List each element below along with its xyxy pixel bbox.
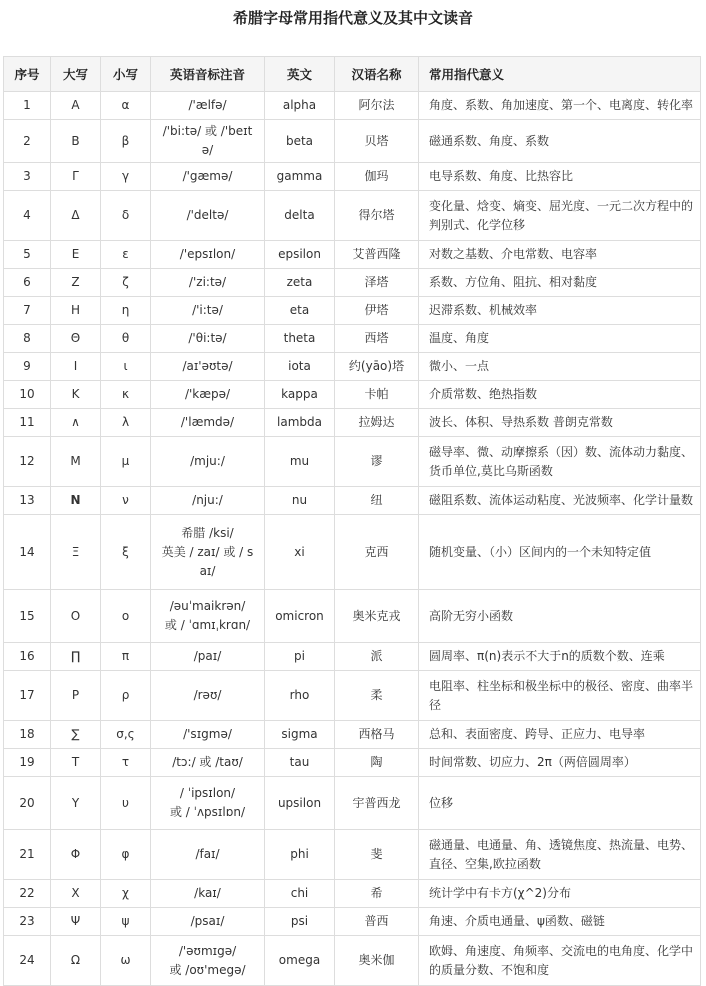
cell-meaning: 磁通量、电通量、角、透镜焦度、热流量、电势、直径、空集,欧拉函数 — [419, 830, 701, 880]
cell-chinese: 奥米克戎 — [335, 590, 419, 643]
cell-lower: π — [101, 643, 151, 671]
cell-meaning: 波长、体积、导热系数 普朗克常数 — [419, 409, 701, 437]
cell-upper: Ρ — [51, 671, 101, 721]
cell-meaning: 随机变量、（小）区间内的一个未知特定值 — [419, 515, 701, 590]
cell-upper: Ε — [51, 241, 101, 269]
cell-lower: β — [101, 120, 151, 163]
cell-english: lambda — [265, 409, 335, 437]
cell-meaning: 磁导率、微、动摩擦系（因）数、流体动力黏度、货币单位,莫比乌斯函数 — [419, 437, 701, 487]
cell-no: 7 — [4, 297, 51, 325]
cell-ipa: /'kæpə/ — [151, 381, 265, 409]
cell-meaning: 角速、介质电通量、ψ函数、磁链 — [419, 908, 701, 936]
cell-chinese: 拉姆达 — [335, 409, 419, 437]
table-row — [4, 163, 701, 191]
cell-upper: Η — [51, 297, 101, 325]
cell-english: rho — [265, 671, 335, 721]
cell-no: 2 — [4, 120, 51, 163]
cell-chinese: 伽玛 — [335, 163, 419, 191]
cell-upper: ∧ — [51, 409, 101, 437]
cell-ipa: /faɪ/ — [151, 830, 265, 880]
col-header-no: 序号 — [4, 57, 51, 92]
cell-meaning: 对数之基数、介电常数、电容率 — [419, 241, 701, 269]
cell-meaning: 磁通系数、角度、系数 — [419, 120, 701, 163]
cell-meaning: 温度、角度 — [419, 325, 701, 353]
cell-english: iota — [265, 353, 335, 381]
cell-lower: ρ — [101, 671, 151, 721]
cell-no: 11 — [4, 409, 51, 437]
cell-ipa: /'epsɪlon/ — [151, 241, 265, 269]
cell-lower: α — [101, 92, 151, 120]
cell-english: theta — [265, 325, 335, 353]
cell-ipa: /paɪ/ — [151, 643, 265, 671]
cell-chinese: 普西 — [335, 908, 419, 936]
cell-upper: Φ — [51, 830, 101, 880]
greek-letter-table — [3, 56, 701, 986]
cell-lower: δ — [101, 191, 151, 241]
cell-english: mu — [265, 437, 335, 487]
cell-english: upsilon — [265, 777, 335, 830]
col-header-upper: 大写 — [51, 57, 101, 92]
cell-meaning: 角度、系数、角加速度、第一个、电离度、转化率 — [419, 92, 701, 120]
col-header-ipa: 英语音标注音 — [151, 57, 265, 92]
cell-no: 20 — [4, 777, 51, 830]
cell-upper: Β — [51, 120, 101, 163]
table-row — [4, 936, 701, 986]
cell-upper: ∑ — [51, 721, 101, 749]
cell-upper: Ο — [51, 590, 101, 643]
col-header-lower: 小写 — [101, 57, 151, 92]
cell-no: 8 — [4, 325, 51, 353]
cell-meaning: 总和、表面密度、跨导、正应力、电导率 — [419, 721, 701, 749]
cell-meaning: 圆周率、π(n)表示不大于n的质数个数、连乘 — [419, 643, 701, 671]
cell-upper: Χ — [51, 880, 101, 908]
table-row — [4, 671, 701, 721]
cell-meaning: 迟滞系数、机械效率 — [419, 297, 701, 325]
cell-english: psi — [265, 908, 335, 936]
cell-upper: Ξ — [51, 515, 101, 590]
cell-ipa: /'sɪgmə/ — [151, 721, 265, 749]
cell-ipa: /'ælfə/ — [151, 92, 265, 120]
cell-upper: Α — [51, 92, 101, 120]
cell-lower: υ — [101, 777, 151, 830]
table-row — [4, 92, 701, 120]
cell-upper: Υ — [51, 777, 101, 830]
cell-lower: κ — [101, 381, 151, 409]
cell-no: 18 — [4, 721, 51, 749]
cell-chinese: 奥米伽 — [335, 936, 419, 986]
cell-ipa: /'zi:tə/ — [151, 269, 265, 297]
cell-ipa: /kaɪ/ — [151, 880, 265, 908]
cell-english: omega — [265, 936, 335, 986]
cell-chinese: 希 — [335, 880, 419, 908]
cell-no: 16 — [4, 643, 51, 671]
cell-upper: Γ — [51, 163, 101, 191]
cell-chinese: 卡帕 — [335, 381, 419, 409]
table-row — [4, 643, 701, 671]
cell-english: zeta — [265, 269, 335, 297]
cell-english: gamma — [265, 163, 335, 191]
table-row — [4, 590, 701, 643]
cell-ipa: /'θi:tə/ — [151, 325, 265, 353]
table-row — [4, 908, 701, 936]
cell-ipa: /mju:/ — [151, 437, 265, 487]
cell-no: 19 — [4, 749, 51, 777]
cell-lower: ξ — [101, 515, 151, 590]
table-body — [4, 92, 701, 986]
cell-no: 5 — [4, 241, 51, 269]
cell-english: epsilon — [265, 241, 335, 269]
table-row — [4, 241, 701, 269]
cell-chinese: 谬 — [335, 437, 419, 487]
cell-chinese: 西塔 — [335, 325, 419, 353]
cell-english: nu — [265, 487, 335, 515]
cell-ipa: /'læmdə/ — [151, 409, 265, 437]
cell-english: chi — [265, 880, 335, 908]
cell-meaning: 介质常数、绝热指数 — [419, 381, 701, 409]
cell-meaning: 统计学中有卡方(χ^2)分布 — [419, 880, 701, 908]
cell-lower: ν — [101, 487, 151, 515]
cell-ipa: /tɔ:/ 或 /taʊ/ — [151, 749, 265, 777]
cell-lower: λ — [101, 409, 151, 437]
cell-upper: Τ — [51, 749, 101, 777]
cell-no: 13 — [4, 487, 51, 515]
table-row — [4, 487, 701, 515]
table-row — [4, 353, 701, 381]
cell-no: 24 — [4, 936, 51, 986]
cell-meaning: 微小、一点 — [419, 353, 701, 381]
cell-no: 4 — [4, 191, 51, 241]
cell-english: alpha — [265, 92, 335, 120]
cell-lower: τ — [101, 749, 151, 777]
cell-no: 21 — [4, 830, 51, 880]
cell-lower: ι — [101, 353, 151, 381]
cell-no: 10 — [4, 381, 51, 409]
cell-lower: ψ — [101, 908, 151, 936]
cell-no: 17 — [4, 671, 51, 721]
cell-meaning: 电导系数、角度、比热容比 — [419, 163, 701, 191]
cell-no: 1 — [4, 92, 51, 120]
cell-meaning: 时间常数、切应力、2π（两倍圆周率） — [419, 749, 701, 777]
cell-chinese: 斐 — [335, 830, 419, 880]
cell-meaning: 电阻率、柱坐标和极坐标中的极径、密度、曲率半径 — [419, 671, 701, 721]
cell-lower: ε — [101, 241, 151, 269]
cell-ipa: /'bi:tə/ 或 /'beɪtə/ — [151, 120, 265, 163]
cell-ipa: /əuˈmaikrən/ 或 / ˈɑmɪˌkrɑn/ — [151, 590, 265, 643]
cell-meaning: 变化量、焓变、熵变、屈光度、一元二次方程中的判别式、化学位移 — [419, 191, 701, 241]
cell-upper: Ω — [51, 936, 101, 986]
cell-chinese: 伊塔 — [335, 297, 419, 325]
cell-ipa: /aɪ'əʊtə/ — [151, 353, 265, 381]
cell-english: omicron — [265, 590, 335, 643]
cell-chinese: 派 — [335, 643, 419, 671]
cell-english: tau — [265, 749, 335, 777]
cell-upper: Ν — [51, 487, 101, 515]
cell-no: 15 — [4, 590, 51, 643]
cell-no: 22 — [4, 880, 51, 908]
cell-english: pi — [265, 643, 335, 671]
cell-chinese: 约(yāo)塔 — [335, 353, 419, 381]
cell-english: phi — [265, 830, 335, 880]
cell-chinese: 艾普西隆 — [335, 241, 419, 269]
table-row — [4, 830, 701, 880]
table-row — [4, 297, 701, 325]
cell-meaning: 位移 — [419, 777, 701, 830]
cell-chinese: 得尔塔 — [335, 191, 419, 241]
cell-no: 9 — [4, 353, 51, 381]
table-row — [4, 409, 701, 437]
cell-chinese: 西格马 — [335, 721, 419, 749]
cell-english: beta — [265, 120, 335, 163]
cell-meaning: 磁阻系数、流体运动粘度、光波频率、化学计量数 — [419, 487, 701, 515]
cell-upper: ∏ — [51, 643, 101, 671]
cell-ipa: /'əʊmɪgə/ 或 /oʊ'megə/ — [151, 936, 265, 986]
table-row — [4, 777, 701, 830]
cell-chinese: 柔 — [335, 671, 419, 721]
cell-english: delta — [265, 191, 335, 241]
cell-ipa: /'gæmə/ — [151, 163, 265, 191]
cell-lower: γ — [101, 163, 151, 191]
cell-lower: σ,ς — [101, 721, 151, 749]
cell-upper: Ζ — [51, 269, 101, 297]
cell-ipa: 希腊 /ksi/ 英美 / zaɪ/ 或 / s aɪ/ — [151, 515, 265, 590]
table-row — [4, 381, 701, 409]
col-header-chinese: 汉语名称 — [335, 57, 419, 92]
cell-chinese: 宇普西龙 — [335, 777, 419, 830]
cell-upper: Θ — [51, 325, 101, 353]
cell-no: 6 — [4, 269, 51, 297]
cell-meaning: 欧姆、角速度、角频率、交流电的电角度、化学中的质量分数、不饱和度 — [419, 936, 701, 986]
table-row — [4, 191, 701, 241]
table-row — [4, 269, 701, 297]
cell-lower: μ — [101, 437, 151, 487]
page-title: 希腊字母常用指代意义及其中文读音 — [232, 9, 473, 27]
table-row — [4, 880, 701, 908]
cell-ipa: /psaɪ/ — [151, 908, 265, 936]
col-header-english: 英文 — [265, 57, 335, 92]
cell-upper: Κ — [51, 381, 101, 409]
cell-lower: φ — [101, 830, 151, 880]
cell-english: xi — [265, 515, 335, 590]
cell-upper: Δ — [51, 191, 101, 241]
cell-ipa: /'i:tə/ — [151, 297, 265, 325]
table-row — [4, 749, 701, 777]
cell-meaning: 系数、方位角、阻抗、相对黏度 — [419, 269, 701, 297]
cell-ipa: / ˈipsɪlon/ 或 / ˈʌpsɪlɒn/ — [151, 777, 265, 830]
col-header-meaning: 常用指代意义 — [419, 57, 701, 92]
cell-english: eta — [265, 297, 335, 325]
cell-upper: Ψ — [51, 908, 101, 936]
cell-upper: Ι — [51, 353, 101, 381]
cell-english: kappa — [265, 381, 335, 409]
header-row — [4, 57, 701, 92]
cell-chinese: 克西 — [335, 515, 419, 590]
cell-lower: η — [101, 297, 151, 325]
cell-lower: θ — [101, 325, 151, 353]
cell-lower: ω — [101, 936, 151, 986]
cell-chinese: 泽塔 — [335, 269, 419, 297]
cell-lower: ο — [101, 590, 151, 643]
cell-meaning: 高阶无穷小函数 — [419, 590, 701, 643]
cell-upper: Μ — [51, 437, 101, 487]
cell-ipa: /'deltə/ — [151, 191, 265, 241]
table-row — [4, 325, 701, 353]
cell-no: 12 — [4, 437, 51, 487]
table-row — [4, 120, 701, 163]
table-row — [4, 721, 701, 749]
cell-chinese: 阿尔法 — [335, 92, 419, 120]
cell-ipa: /nju:/ — [151, 487, 265, 515]
cell-lower: ζ — [101, 269, 151, 297]
table-row — [4, 437, 701, 487]
cell-ipa: /rəʊ/ — [151, 671, 265, 721]
cell-english: sigma — [265, 721, 335, 749]
cell-chinese: 陶 — [335, 749, 419, 777]
cell-no: 14 — [4, 515, 51, 590]
cell-no: 3 — [4, 163, 51, 191]
cell-chinese: 贝塔 — [335, 120, 419, 163]
cell-chinese: 纽 — [335, 487, 419, 515]
cell-lower: χ — [101, 880, 151, 908]
table-row — [4, 515, 701, 590]
cell-no: 23 — [4, 908, 51, 936]
